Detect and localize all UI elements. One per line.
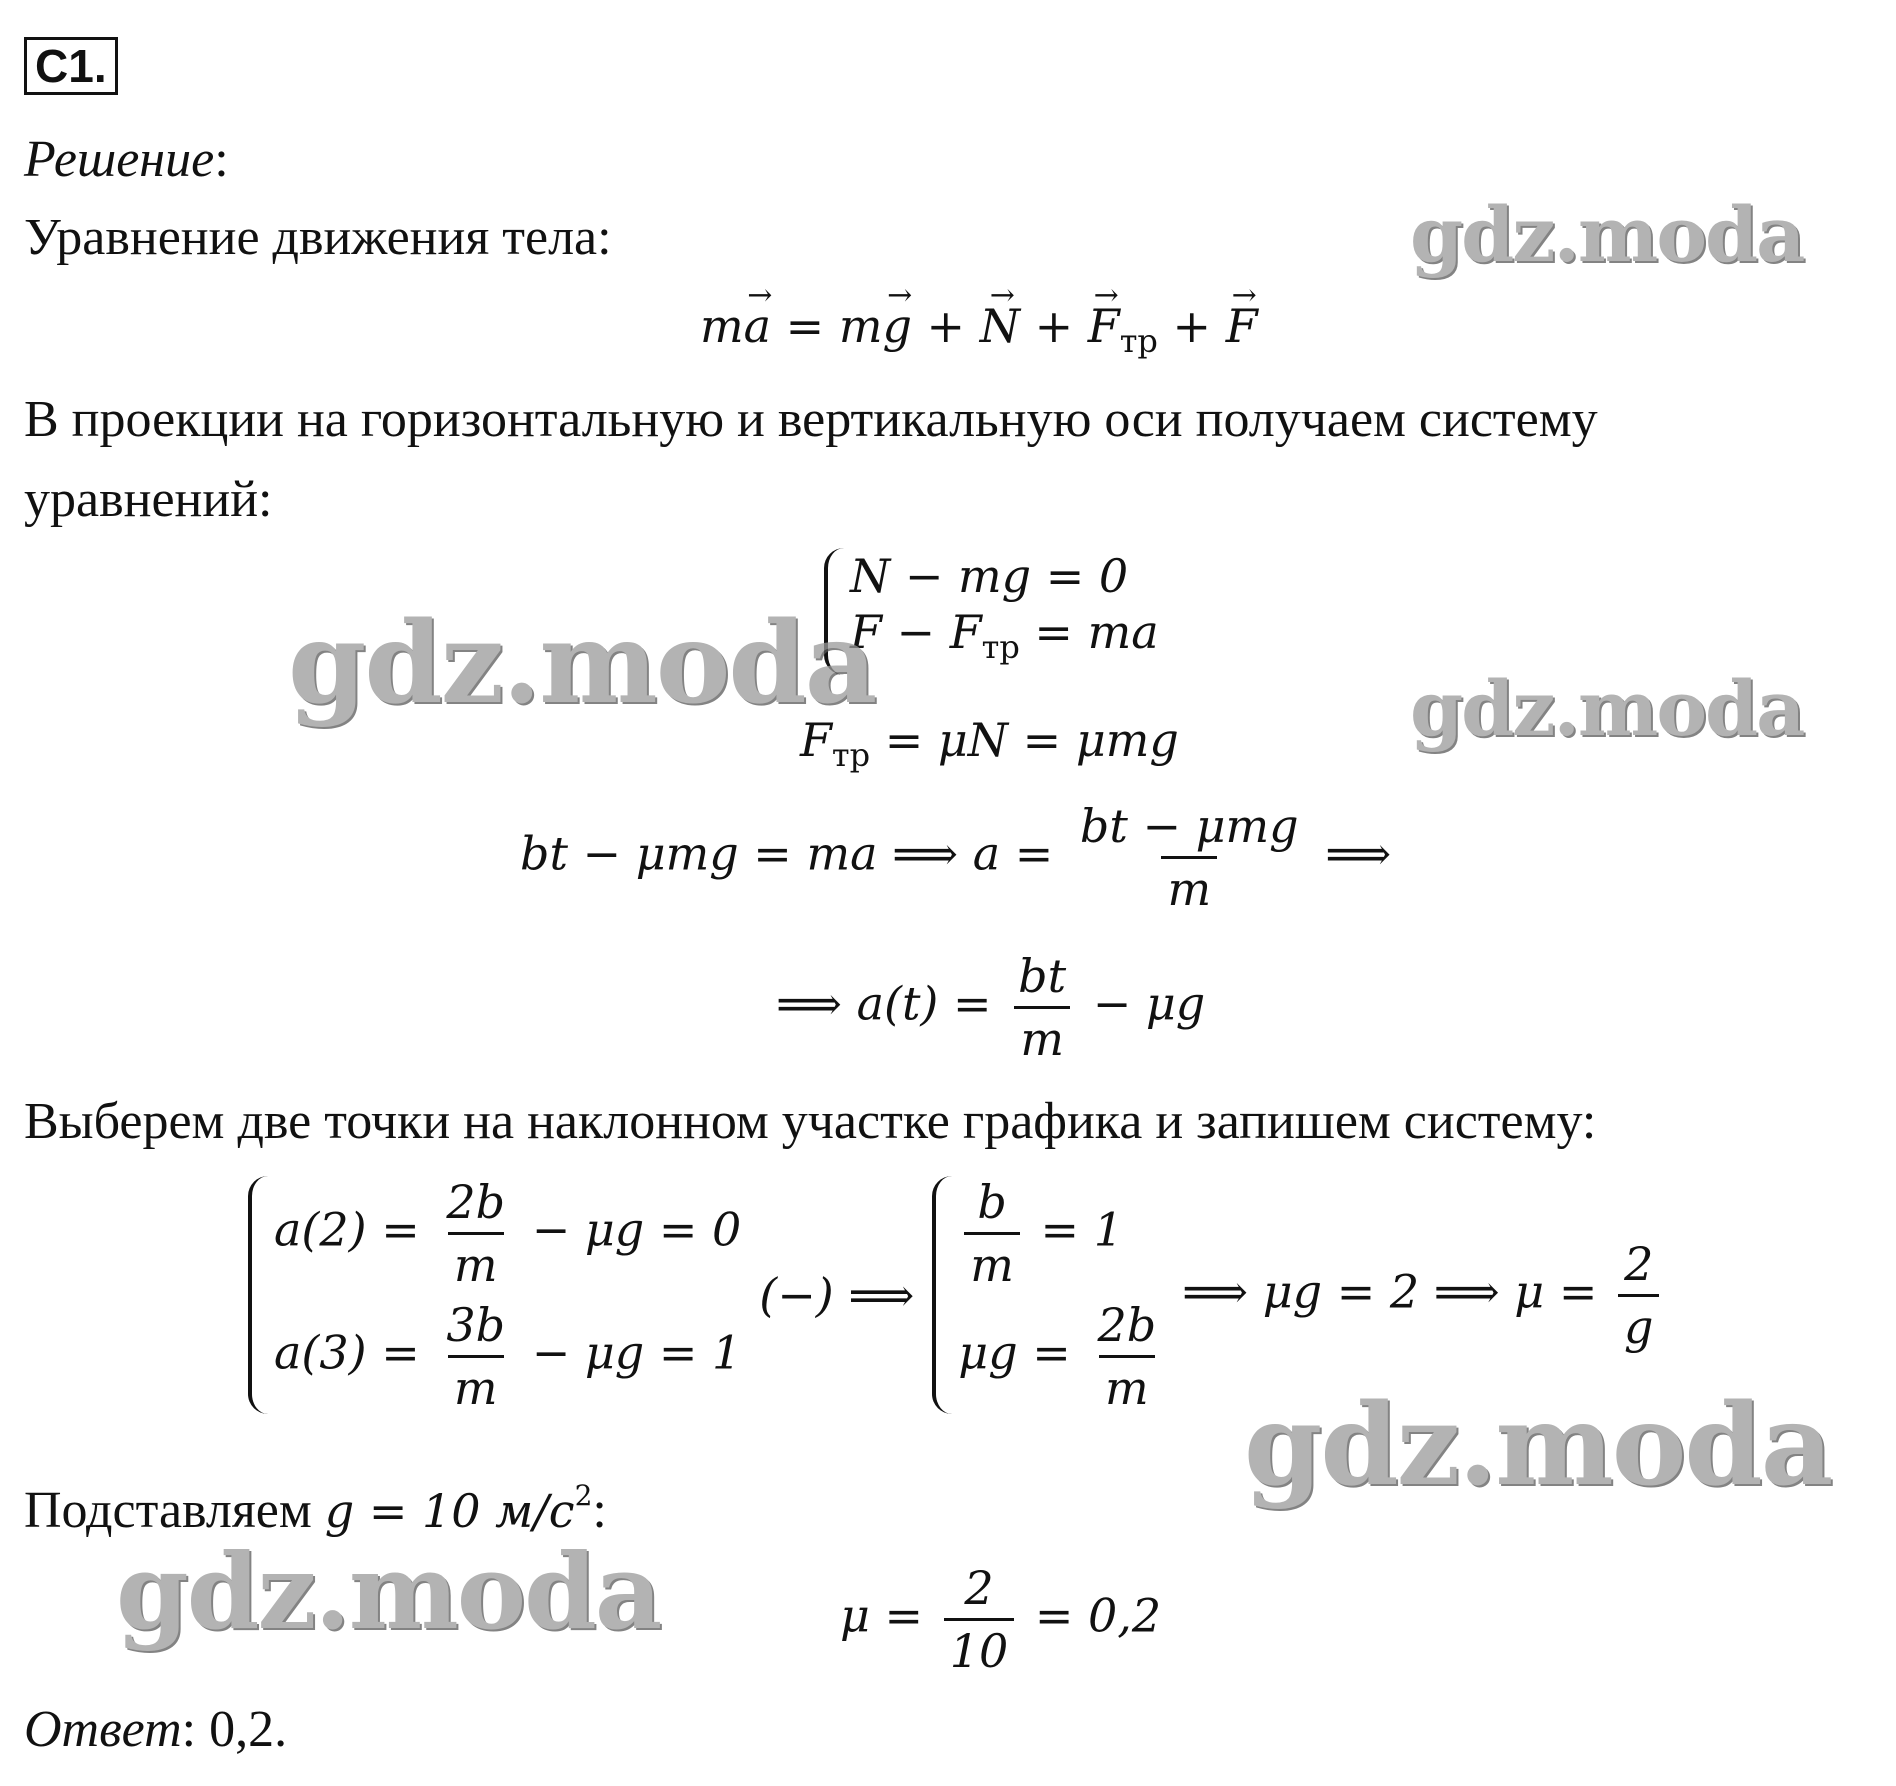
system2-row2: a(3) = $\frac{3b}{m}$ − μg = 1 bbox=[274, 1298, 742, 1415]
brace-left bbox=[248, 1176, 268, 1414]
vector-a: a → bbox=[744, 298, 771, 354]
vector-ftr: F → bbox=[1088, 298, 1120, 354]
solution-label: Решение: bbox=[24, 131, 229, 188]
text-line-projection: В проекции на горизонтальную и вертикальную оси получаем систему bbox=[24, 391, 1598, 448]
watermark: gdz.moda bbox=[1244, 1380, 1832, 1511]
fraction-acceleration: $\frac{\text{bt − μmg}}{m}$ bbox=[1079, 799, 1299, 916]
vector-g: g → bbox=[882, 298, 911, 354]
equation-final: μ = $\frac{2}{10}$ = 0,2 bbox=[840, 1561, 1162, 1678]
task-number: С1. bbox=[24, 37, 118, 95]
answer-label: Ответ bbox=[24, 1701, 182, 1758]
vector-n: N → bbox=[980, 298, 1020, 354]
system3-row2: μg = $\frac{2b}{m}$ bbox=[958, 1298, 1157, 1415]
equation-motion: ma → = mg → + N → + $F \to_{тр} + F$ → bbox=[700, 298, 1258, 369]
fraction-final: $\frac{2}{10}$ bbox=[944, 1562, 1015, 1677]
watermark: gdz.moda bbox=[1410, 190, 1804, 279]
equation-acceleration-time: ⟹ a(t) = $\frac{bt}{m}$ − μg bbox=[776, 949, 1206, 1066]
equation-system-2 bbox=[248, 1176, 1665, 1414]
answer-line bbox=[24, 1700, 287, 1760]
text-line-substitute: Подставляем g = 10 $м/с^2$: bbox=[24, 1479, 607, 1539]
equation-acceleration: bt − μmg = ma ⟹ a = $\frac{\text{bt − μmg}}{m}$ ⟹ bbox=[520, 799, 1392, 916]
system2-row1: a(2) = $\frac{2b}{m}$ − μg = 0 bbox=[274, 1175, 742, 1292]
task-header bbox=[24, 40, 118, 92]
result-mu: ⟹ μg = 2 ⟹ μ = $\frac{2}{g}$ bbox=[1182, 1238, 1665, 1353]
fraction-bt-m: $\frac{bt}{m}$ bbox=[1012, 950, 1072, 1065]
text-line-motion-equation: Уравнение движения тела: bbox=[24, 209, 612, 266]
answer-value: : 0,2. bbox=[181, 1701, 288, 1758]
minus-implies: (−) ⟹ bbox=[759, 1268, 915, 1322]
equation-friction: $F_{тр} = \mu N = \mu mg$ bbox=[800, 713, 1179, 774]
text-line-two-points: Выберем две точки на наклонном участке графика и запишем систему: bbox=[24, 1093, 1597, 1150]
system1-row1: N − mg = 0 bbox=[850, 549, 1129, 603]
vector-f: F → bbox=[1226, 298, 1258, 354]
brace-left bbox=[932, 1176, 952, 1414]
text-line-equations: уравнений: bbox=[24, 471, 273, 528]
watermark: gdz.moda bbox=[1410, 664, 1804, 753]
system3-row1: $\frac{b}{m}$ = 1 bbox=[958, 1176, 1168, 1291]
system1-row2: $F - F_{тр}$ = ma bbox=[850, 605, 1159, 666]
watermark: gdz.moda bbox=[116, 1530, 661, 1653]
watermark: gdz.moda bbox=[288, 598, 876, 729]
